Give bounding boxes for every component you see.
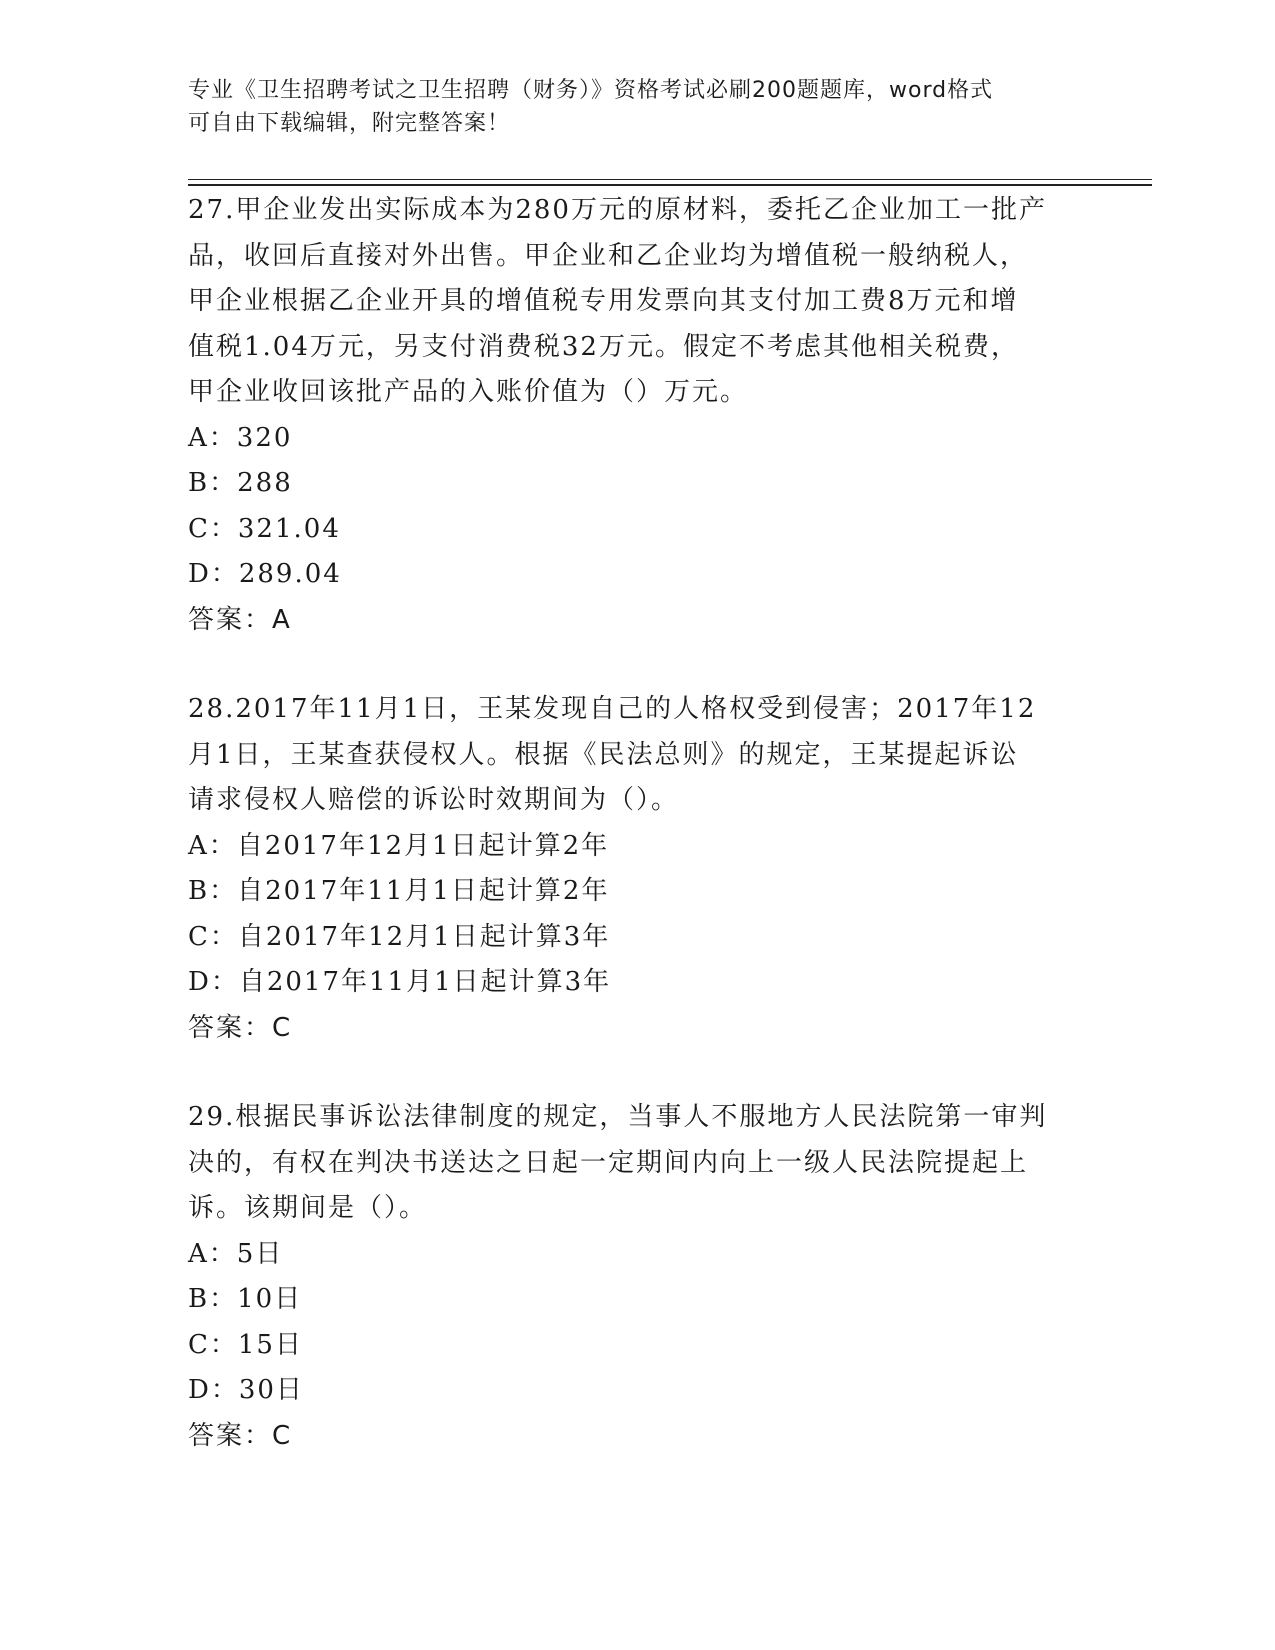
question-text-line: 27.甲企业发出实际成本为280万元的原材料，委托乙企业加工一批产 (188, 195, 1047, 225)
question-text-line: 甲企业收回该批产品的入账价值为（）万元。 (188, 377, 749, 407)
header-line-1: 专业《卫生招聘考试之卫生招聘（财务）》资格考试必刷200题题库，word格式 (188, 78, 994, 103)
answer-label: 答案：C (188, 1420, 293, 1451)
answer-label: 答案：A (188, 604, 292, 635)
question-text-line: 甲企业根据乙企业开具的增值税专用发票向其支付加工费8万元和增 (188, 286, 1019, 316)
question-text-line: 决的，有权在判决书送达之日起一定期间内向上一级人民法院提起上 (188, 1147, 1029, 1178)
option-c: C：15日 (188, 1329, 303, 1360)
option-a: A：自2017年12月1日起计算2年 (188, 830, 610, 861)
question-text-line: 品，收回后直接对外出售。甲企业和乙企业均为增值税一般纳税人， (188, 240, 1029, 271)
option-d: D：289.04 (188, 559, 342, 589)
header-divider-thin (188, 179, 1152, 180)
question-text-line: 29.根据民事诉讼法律制度的规定，当事人不服地方人民法院第一审判 (188, 1102, 1048, 1132)
option-b: B：288 (188, 468, 293, 498)
question-list (188, 188, 1088, 1503)
option-c: C：自2017年12月1日起计算3年 (188, 921, 611, 952)
question-28 (188, 687, 1088, 1051)
option-d: D：30日 (188, 1375, 304, 1405)
option-a: A：320 (188, 422, 293, 453)
question-29 (188, 1095, 1088, 1459)
option-a: A：5日 (188, 1238, 284, 1269)
question-text-line: 28.2017年11月1日，王某发现自己的人格权受到侵害；2017年12 (188, 694, 1037, 724)
question-text-line: 请求侵权人赔偿的诉讼时效期间为（）。 (188, 785, 680, 815)
question-text-line: 值税1.04万元，另支付消费税32万元。假定不考虑其他相关税费， (188, 331, 1019, 362)
option-b: B：10日 (188, 1284, 303, 1314)
question-text-line: 诉。该期间是（）。 (188, 1193, 428, 1223)
header-divider-thick (188, 184, 1152, 186)
question-text-line: 月1日，王某查获侵权人。根据《民法总则》的规定，王某提起诉讼 (188, 739, 1019, 770)
option-c: C：321.04 (188, 513, 341, 544)
document-header (188, 74, 1068, 140)
option-b: B：自2017年11月1日起计算2年 (188, 876, 610, 906)
header-line-2: 可自由下载编辑，附完整答案！ (188, 111, 511, 136)
question-27 (188, 188, 1088, 643)
answer-label: 答案：C (188, 1012, 293, 1043)
option-d: D：自2017年11月1日起计算3年 (188, 967, 612, 997)
